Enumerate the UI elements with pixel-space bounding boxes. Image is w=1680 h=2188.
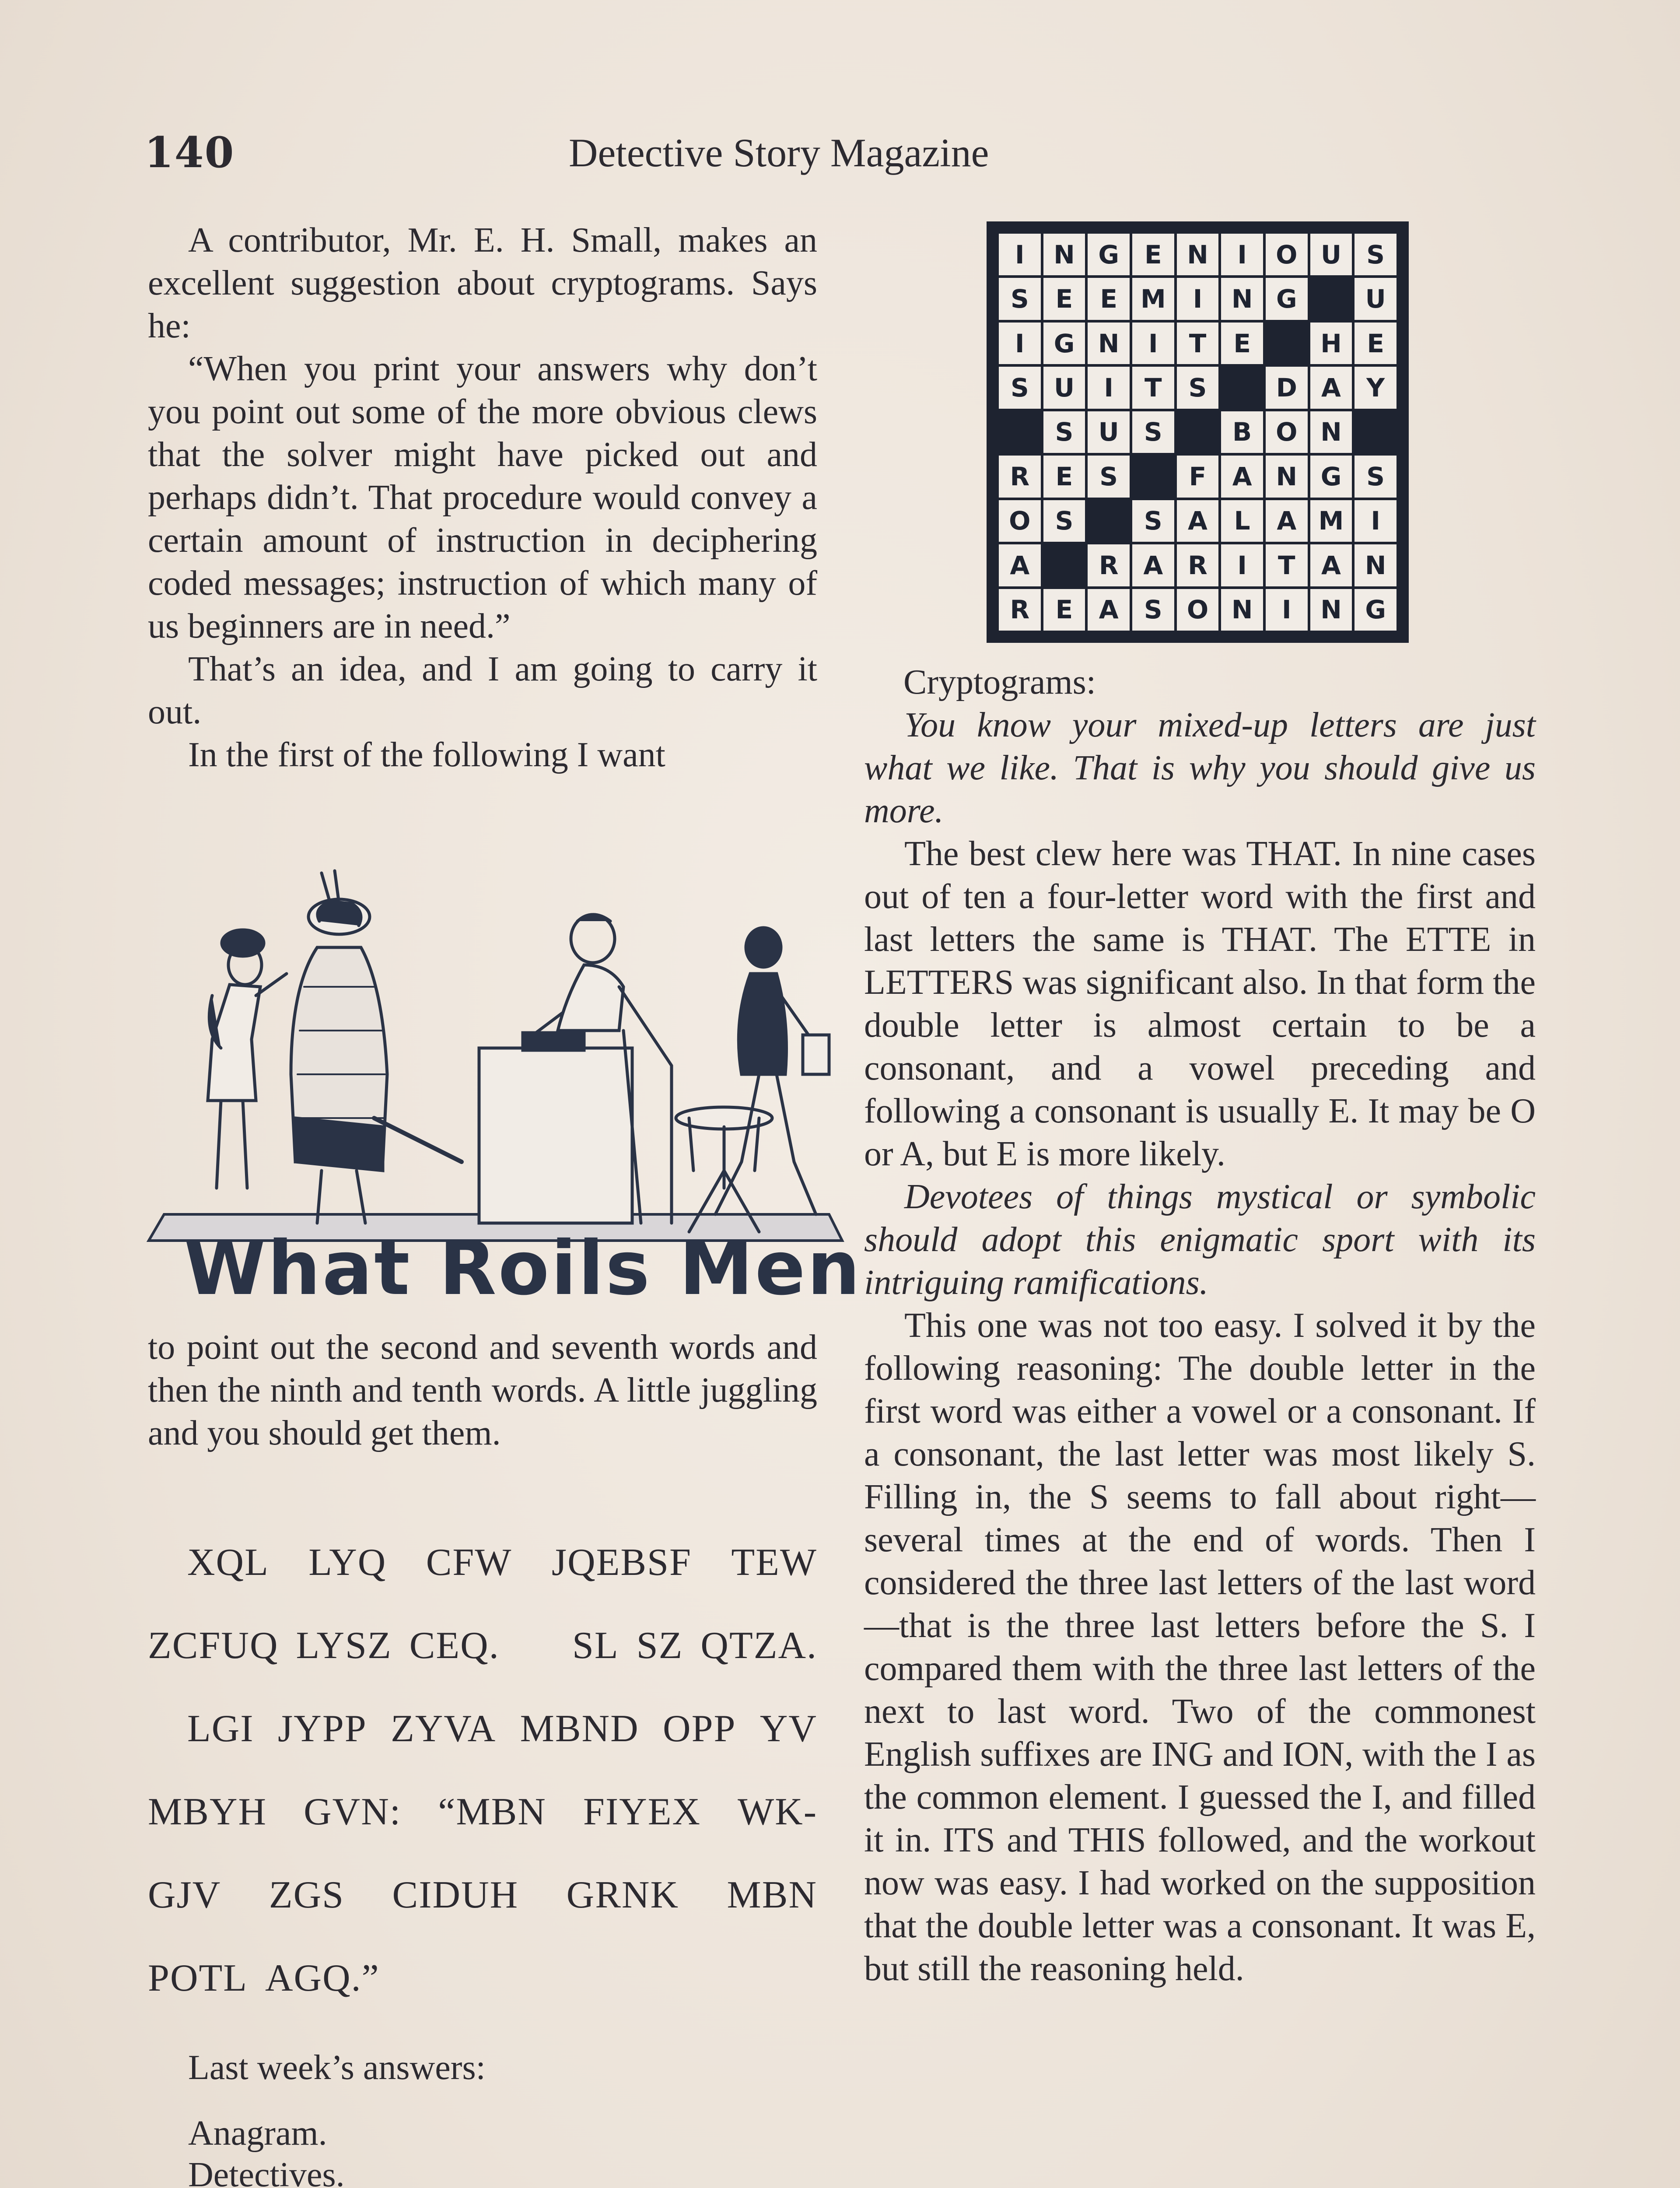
cipher-word: AGQ.” [265, 1957, 380, 1999]
cipher-word: MBND [520, 1708, 639, 1750]
cipher-word: XQL [187, 1541, 269, 1584]
crossword-black-cell [1177, 411, 1219, 453]
crossword-cell: L [1221, 500, 1263, 542]
crossword-cell: A [1088, 589, 1130, 631]
crossword-cell: U [1043, 367, 1085, 408]
cipher-word: MBN [727, 1874, 817, 1916]
right-column [864, 661, 1536, 1990]
crossword-cell: N [1354, 544, 1396, 586]
crossword-black-cell [1310, 278, 1352, 319]
crossword-black-cell [1221, 367, 1263, 408]
crossword-cell: Y [1354, 367, 1396, 408]
crossword-cell: S [1088, 456, 1130, 497]
crossword-cell: R [1088, 544, 1130, 586]
crossword-cell: M [1132, 278, 1174, 319]
crossword-cell: T [1266, 544, 1308, 586]
cipher-word: GRNK [566, 1874, 679, 1916]
crossword-cell: G [1043, 323, 1085, 364]
crossword-cell: N [1221, 589, 1263, 631]
cipher-word: LYQ [308, 1541, 387, 1584]
paragraph: The best clew here was THAT. In nine cases out of ten a four-letter word with the first and last letters the same is THAT. The ETTE in LETTERS was significant also. In that form the double letter is almost certain to be a consonant, and a vowel preceding and following a consonant is usually E. It may be O or A, but E is more likely. [864, 835, 1536, 1173]
crossword-black-cell [1043, 544, 1085, 586]
cipher-word: JYPP [278, 1708, 367, 1750]
cipher-word: MBYH [148, 1791, 267, 1833]
crossword-cell: U [1310, 234, 1352, 275]
cipher-word: LGI [187, 1708, 254, 1750]
crossword-cell: R [1177, 544, 1219, 586]
crossword-cell: R [999, 589, 1041, 631]
crossword-cell: R [999, 456, 1041, 497]
crossword-cell: F [1177, 456, 1219, 497]
crossword-cell: S [1132, 589, 1174, 631]
cipher-word: LYSZ [296, 1624, 392, 1667]
cryptogram-line-1 [148, 1540, 817, 1585]
cryptogram-line-2 [148, 1623, 817, 1668]
verse-quote: Devotees of things mystical or symbolic should adopt this enigmatic sport with its intriguing ramifications. [864, 1178, 1536, 1302]
crossword-grid [987, 221, 1409, 643]
cryptograms-heading: Cryptograms: [903, 663, 1096, 701]
crossword-cell: I [999, 323, 1041, 364]
cipher-word: OPP [663, 1708, 736, 1750]
crossword-cell: I [1221, 544, 1263, 586]
cipher-word: POTL [148, 1957, 248, 1999]
crossword-cell: D [1266, 367, 1308, 408]
crossword-cell: I [1266, 589, 1308, 631]
crossword-cell: H [1310, 323, 1352, 364]
crossword-cells [999, 234, 1396, 631]
crossword-cell: I [999, 234, 1041, 275]
crossword-cell: O [1266, 411, 1308, 453]
crossword-cell: S [1132, 411, 1174, 453]
crossword-cell: S [1043, 411, 1085, 453]
crossword-cell: S [999, 367, 1041, 408]
cipher-word: GJV [148, 1874, 221, 1916]
crossword-cell: S [1177, 367, 1219, 408]
crossword-cell: U [1088, 411, 1130, 453]
cipher-word: GVN: [304, 1791, 402, 1833]
crossword-black-cell [1354, 411, 1396, 453]
crossword-black-cell [1132, 456, 1174, 497]
cipher-word: YV [760, 1708, 817, 1750]
cryptogram-line-3 [148, 1707, 817, 1751]
crossword-cell: I [1354, 500, 1396, 542]
crossword-cell: G [1266, 278, 1308, 319]
crossword-cell: A [1177, 500, 1219, 542]
answer-item: Detectives. [188, 2156, 345, 2188]
crossword-cell: G [1088, 234, 1130, 275]
crossword-cell: N [1177, 234, 1219, 275]
paragraph: “When you print your answers why don’t you point out some of the more obvious clews that the solver might have picked out and perhaps didn’t. That procedure would convey a certain amount of instruction in deciphering coded messages; instruction of which many of us beginners are in need.” [148, 350, 817, 645]
crossword-cell: E [1221, 323, 1263, 364]
cipher-word: ZYVA [391, 1708, 497, 1750]
cipher-word: ZCFUQ [148, 1624, 279, 1667]
crossword-cell: E [1132, 234, 1174, 275]
answers-label: Last week’s answers: [188, 2048, 486, 2087]
cipher-word: SZ [636, 1624, 683, 1667]
cipher-word: ZGS [269, 1874, 345, 1916]
paragraph: This one was not too easy. I solved it by the following reasoning: The double letter in the first word was either a vowel or a consonant. If a consonant, the last letter was most likely S. Filling in, the S seems to fall about right—several times at the end of words. Then I considered the three last letters of the last word—that is the three last letters before the S. I compared them with the three last letters of the next to last word. Two of the commonest English suffixes are ING and ION, with the I as the common element. I guessed the I, and filled it in. ITS and THIS followed, and the workout now was easy. I had worked on the supposition that the double letter was a consonant. It was E, but still the reasoning held. [864, 1306, 1536, 1988]
crossword-cell: I [1132, 323, 1174, 364]
crossword-cell: A [1221, 456, 1263, 497]
cipher-word: FIYEX [583, 1791, 701, 1833]
crossword-cell: G [1354, 589, 1396, 631]
crossword-cell: O [1177, 589, 1219, 631]
crossword-cell: T [1132, 367, 1174, 408]
paragraph: In the first of the following I want [188, 736, 665, 774]
cipher-word: CIDUH [392, 1874, 519, 1916]
crossword-cell: A [1310, 544, 1352, 586]
crossword-cell: A [1310, 367, 1352, 408]
crossword-cell: T [1177, 323, 1219, 364]
cipher-word: WK- [738, 1791, 817, 1833]
left-column-intro [148, 219, 817, 776]
crossword-cell: N [1310, 411, 1352, 453]
cryptogram-line-4 [148, 1790, 817, 1834]
answer-item: Anagram. [188, 2114, 327, 2153]
crossword-black-cell [1088, 500, 1130, 542]
paragraph: That’s an idea, and I am going to carry it out. [148, 650, 817, 731]
crossword-cell: S [1354, 456, 1396, 497]
crossword-cell: E [1043, 589, 1085, 631]
crossword-cell: A [999, 544, 1041, 586]
page-number: 140 [144, 128, 235, 177]
crossword-cell: N [1310, 589, 1352, 631]
cipher-word: JQEBSF [551, 1541, 692, 1584]
crossword-cell: I [1221, 234, 1263, 275]
crossword-cell: A [1266, 500, 1308, 542]
crossword-cell: N [1266, 456, 1308, 497]
crossword-cell: S [999, 278, 1041, 319]
crossword-cell: U [1354, 278, 1396, 319]
cipher-word: TEW [731, 1541, 817, 1584]
crossword-cell: O [999, 500, 1041, 542]
crossword-black-cell [999, 411, 1041, 453]
magazine-title: Detective Story Magazine [569, 130, 989, 175]
cipher-word: “MBN [438, 1791, 546, 1833]
crossword-cell: O [1266, 234, 1308, 275]
cipher-word: CFW [426, 1541, 512, 1584]
crossword-cell: E [1043, 456, 1085, 497]
crossword-cell: S [1132, 500, 1174, 542]
crossword-cell: N [1043, 234, 1085, 275]
cipher-word: CEQ. [409, 1624, 500, 1667]
cryptogram-line-5 [148, 1873, 817, 1917]
crossword-cell: E [1088, 278, 1130, 319]
crossword-cell: M [1310, 500, 1352, 542]
crossword-cell: B [1221, 411, 1263, 453]
crossword-black-cell [1266, 323, 1308, 364]
crossword-cell: N [1088, 323, 1130, 364]
crossword-cell: S [1043, 500, 1085, 542]
illustration-title: What Roils Men [184, 1225, 862, 1312]
verse-quote: You know your mixed-up letters are just what we like. That is why you should give us more. [864, 706, 1536, 830]
crossword-cell: E [1354, 323, 1396, 364]
crossword-cell: I [1177, 278, 1219, 319]
paragraph: A contributor, Mr. E. H. Small, makes an excellent suggestion about cryptograms. Says he: [148, 221, 817, 345]
crossword-cell: N [1221, 278, 1263, 319]
crossword-cell: S [1354, 234, 1396, 275]
crossword-cell: I [1088, 367, 1130, 408]
crossword-cell: A [1132, 544, 1174, 586]
crossword-cell: E [1043, 278, 1085, 319]
crossword-cell: G [1310, 456, 1352, 497]
left-column-continuation: to point out the second and seventh words and then the ninth and tenth words. A little juggling and you should get them. [148, 1328, 817, 1452]
cryptogram-line-6 [148, 1956, 817, 2000]
cipher-word: QTZA. [700, 1624, 817, 1667]
cipher-word: SL [572, 1624, 619, 1667]
